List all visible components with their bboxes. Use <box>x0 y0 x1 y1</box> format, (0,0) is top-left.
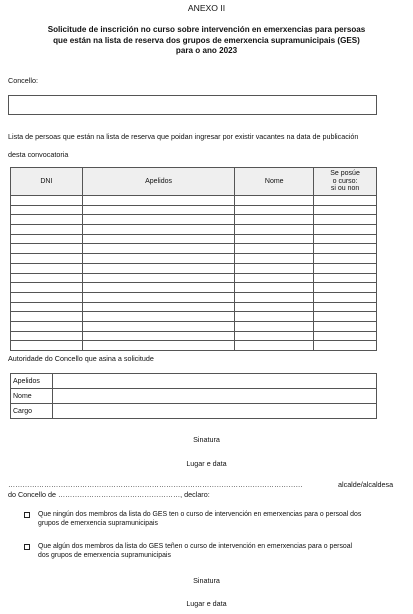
cell-apelidos[interactable] <box>82 283 235 293</box>
title-line-1: Solicitude de inscrición no curso sobre intervención en emerxencias para persoas <box>47 25 366 34</box>
option-some-checkbox[interactable] <box>24 544 30 550</box>
cell-nome[interactable] <box>235 341 314 351</box>
cell-nome[interactable] <box>235 302 314 312</box>
authority-cargo-field[interactable] <box>52 404 376 419</box>
header-has-course-line-3: si ou non <box>330 185 360 193</box>
cell-dni[interactable] <box>11 263 83 273</box>
table-row <box>11 196 377 206</box>
cell-has-course[interactable] <box>314 254 377 264</box>
table-header-row <box>11 168 377 196</box>
cell-apelidos[interactable] <box>82 312 235 322</box>
authority-apelidos-field[interactable] <box>52 374 376 389</box>
table-row <box>11 302 377 312</box>
cell-dni[interactable] <box>11 215 83 225</box>
option-some-line-2: dos grupos de emerxencia supramunicipais <box>38 552 171 559</box>
table-row <box>11 321 377 331</box>
cell-has-course[interactable] <box>314 312 377 322</box>
table-row <box>11 215 377 225</box>
option-none-text <box>38 510 408 528</box>
option-some-text <box>38 542 408 560</box>
cell-dni[interactable] <box>11 234 83 244</box>
cell-nome[interactable] <box>235 312 314 322</box>
table-row <box>11 225 377 235</box>
header-has-course-line-2: o curso: <box>332 177 358 185</box>
cell-nome[interactable] <box>235 263 314 273</box>
cell-apelidos[interactable] <box>82 234 235 244</box>
option-none-checkbox[interactable] <box>24 512 30 518</box>
table-row <box>11 244 377 254</box>
option-some-line-1: Que algún dos membros da lista do GES teñen o curso de intervención en emerxencias para o persoal <box>38 543 353 550</box>
header-has-course-line-1: Se posúe <box>330 170 360 178</box>
cell-has-course[interactable] <box>314 234 377 244</box>
cell-has-course[interactable] <box>314 302 377 312</box>
cell-dni[interactable] <box>11 273 83 283</box>
cell-dni[interactable] <box>11 254 83 264</box>
cell-dni[interactable] <box>11 292 83 302</box>
cell-has-course[interactable] <box>314 196 377 206</box>
header-nome: Nome <box>235 168 314 196</box>
cell-has-course[interactable] <box>314 273 377 283</box>
cell-nome[interactable] <box>235 292 314 302</box>
cell-apelidos[interactable] <box>82 292 235 302</box>
cell-apelidos[interactable] <box>82 321 235 331</box>
authority-nome-label: Nome <box>11 389 53 404</box>
cell-apelidos[interactable] <box>82 205 235 215</box>
authority-row-nome <box>11 389 377 404</box>
cell-dni[interactable] <box>11 312 83 322</box>
cell-has-course[interactable] <box>314 244 377 254</box>
cell-apelidos[interactable] <box>82 331 235 341</box>
cell-has-course[interactable] <box>314 292 377 302</box>
authority-apelidos-label: Apelidos <box>11 374 53 389</box>
cell-apelidos[interactable] <box>82 244 235 254</box>
table-row <box>11 331 377 341</box>
title-line-2: que están na lista de reserva dos grupos de emerxencia supramunicipais (GES) <box>53 35 360 45</box>
cell-nome[interactable] <box>235 244 314 254</box>
authority-label: Autoridade do Concello que asina a solicitude <box>8 354 154 363</box>
declare-role: alcalde/alcaldesa <box>338 480 394 489</box>
cell-dni[interactable] <box>11 321 83 331</box>
cell-dni[interactable] <box>11 244 83 254</box>
list-intro: Lista de persoas que están na lista de reserva que poidan ingresar por existir vacantes na data de publicación <box>8 132 359 141</box>
cell-has-course[interactable] <box>314 283 377 293</box>
authority-table <box>10 373 377 419</box>
cell-has-course[interactable] <box>314 331 377 341</box>
cell-dni[interactable] <box>11 196 83 206</box>
cell-apelidos[interactable] <box>82 196 235 206</box>
declare-municipality-line: do Concello de ……………………………………………, declaro: <box>8 490 210 499</box>
cell-apelidos[interactable] <box>82 254 235 264</box>
cell-dni[interactable] <box>11 341 83 351</box>
cell-nome[interactable] <box>235 196 314 206</box>
cell-nome[interactable] <box>235 254 314 264</box>
header-has-course <box>314 168 377 196</box>
authority-row-cargo <box>11 404 377 419</box>
cell-apelidos[interactable] <box>82 341 235 351</box>
cell-nome[interactable] <box>235 321 314 331</box>
table-row <box>11 263 377 273</box>
place-date-label: Lugar e data <box>186 459 227 468</box>
concello-label: Concello: <box>8 76 38 85</box>
table-row <box>11 234 377 244</box>
cell-nome[interactable] <box>235 225 314 235</box>
table-row <box>11 341 377 351</box>
header-apelidos: Apelidos <box>82 168 235 196</box>
cell-nome[interactable] <box>235 234 314 244</box>
authority-row-apelidos <box>11 374 377 389</box>
cell-nome[interactable] <box>235 283 314 293</box>
signature-label: Sinatura <box>193 435 220 444</box>
table-row <box>11 292 377 302</box>
list-intro-continued: desta convocatoria <box>8 150 69 159</box>
place-date-label-2: Lugar e data <box>186 599 227 608</box>
cell-dni[interactable] <box>11 205 83 215</box>
authority-nome-field[interactable] <box>52 389 376 404</box>
table-row <box>11 283 377 293</box>
cell-apelidos[interactable] <box>82 302 235 312</box>
cell-apelidos[interactable] <box>82 225 235 235</box>
table-row <box>11 254 377 264</box>
cell-has-course[interactable] <box>314 341 377 351</box>
option-none-line-2: grupos de emerxencia supramunicipais <box>38 520 158 527</box>
cell-has-course[interactable] <box>314 321 377 331</box>
cell-dni[interactable] <box>11 283 83 293</box>
cell-dni[interactable] <box>11 302 83 312</box>
cell-apelidos[interactable] <box>82 273 235 283</box>
cell-apelidos[interactable] <box>82 263 235 273</box>
cell-has-course[interactable] <box>314 225 377 235</box>
concello-field[interactable] <box>8 95 377 115</box>
cell-dni[interactable] <box>11 331 83 341</box>
document-title <box>12 25 401 57</box>
cell-nome[interactable] <box>235 331 314 341</box>
cell-nome[interactable] <box>235 273 314 283</box>
table-row <box>11 205 377 215</box>
cell-has-course[interactable] <box>314 205 377 215</box>
persons-table <box>10 167 377 351</box>
cell-nome[interactable] <box>235 205 314 215</box>
header-dni: DNI <box>11 168 83 196</box>
title-line-3: para o ano 2023 <box>175 46 238 55</box>
authority-cargo-label: Cargo <box>11 404 53 419</box>
option-none-line-1: Que ningún dos membros da lista do GES ten o curso de intervención en emerxencias para o persoal dos <box>38 511 362 518</box>
table-row <box>11 273 377 283</box>
cell-dni[interactable] <box>11 225 83 235</box>
cell-has-course[interactable] <box>314 263 377 273</box>
cell-nome[interactable] <box>235 215 314 225</box>
signature-label-2: Sinatura <box>193 576 220 585</box>
annex-heading: ANEXO II <box>187 3 226 13</box>
cell-has-course[interactable] <box>314 215 377 225</box>
cell-apelidos[interactable] <box>82 215 235 225</box>
declare-name-dots: …………………………………………………………………………………………………………… <box>8 480 303 489</box>
table-row <box>11 312 377 322</box>
